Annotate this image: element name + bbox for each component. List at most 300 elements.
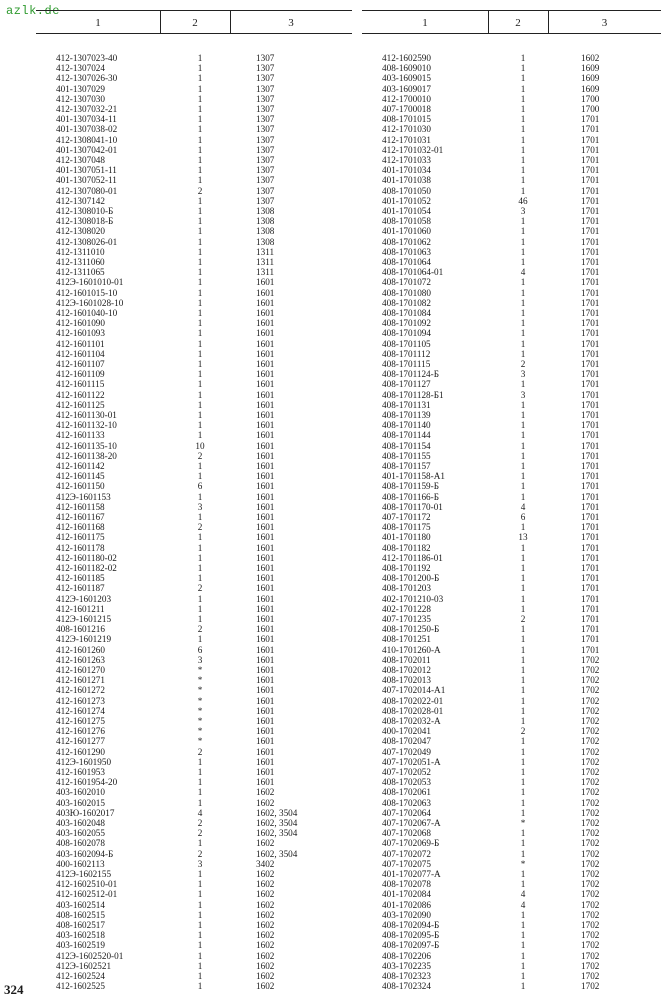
assembly-group-cell: 1602 [256,838,275,849]
assembly-group-cell: 1601 [256,491,275,502]
part-number-cell: 412-1700010 [382,93,431,104]
quantity-cell: 1 [520,430,526,441]
part-number-cell: 403-1602518 [56,930,105,941]
quantity-cell: 1 [197,53,203,63]
quantity-cell: 1 [520,807,526,818]
quantity-cell: * [197,695,203,706]
assembly-group-cell: 1702 [581,960,600,971]
part-number-cell: 412-1601277 [56,736,105,747]
part-number-cell: 412-1601125 [56,399,105,410]
assembly-group-cell: 1307 [256,195,275,206]
assembly-group-cell: 1702 [581,716,600,726]
assembly-group-cell: 1702 [581,909,600,920]
assembly-group-cell: 1601 [256,552,275,563]
quantity-cell: 1 [197,155,203,165]
quantity-cell: 1 [520,695,526,706]
assembly-group-cell: 1701 [581,206,600,216]
part-number-cell: 412-1601211 [56,603,105,614]
part-number-cell: 401-1701180 [382,532,431,543]
quantity-cell: 1 [520,930,526,941]
part-number-cell: 408-1701131 [382,399,431,410]
quantity-cell: 1 [520,165,526,176]
assembly-group-cell: 1702 [581,746,600,757]
assembly-group-cell: 1601 [256,430,275,441]
quantity-cell: 1 [520,491,526,502]
assembly-group-cell: 1701 [581,603,600,614]
assembly-group-cell: 1601 [256,654,275,665]
part-number-cell: 401-1701158-А1 [382,471,445,482]
part-number-cell: 407-1701235 [382,614,431,624]
part-number-cell: 412-1601150 [56,481,105,492]
part-number-cell: 401-1307038-02 [56,124,118,135]
quantity-cell: * [520,818,526,828]
quantity-cell: * [520,858,526,869]
assembly-group-cell: 1701 [581,389,600,400]
part-number-cell: 412-1601187 [56,583,105,594]
part-number-cell: 412-1601142 [56,461,105,471]
assembly-group-cell: 1701 [581,277,600,288]
assembly-group-cell: 1701 [581,267,600,278]
quantity-cell: 1 [520,981,526,992]
quantity-cell: 4 [520,501,526,512]
part-number-cell: 408-1601216 [56,624,105,635]
assembly-group-cell: 1307 [256,155,275,165]
part-number-cell: 408-1602078 [56,838,105,849]
assembly-group-cell: 1609 [581,63,600,74]
quantity-cell: 1 [197,206,203,216]
quantity-cell: 1 [197,971,203,981]
assembly-group-cell: 1700 [581,93,600,104]
assembly-group-cell: 1601 [256,583,275,594]
assembly-group-cell: 1702 [581,685,600,696]
part-number-cell: 412-1311060 [56,257,105,267]
part-number-cell: 412Э-1602520-01 [56,950,124,961]
quantity-cell: 1 [520,920,526,930]
quantity-cell: 1 [520,114,526,125]
quantity-cell: 2 [520,726,526,737]
part-number-cell: 412-1601101 [56,338,105,349]
part-number-cell: 412-1308010-Б [56,206,114,216]
assembly-group-cell: 1601 [256,593,275,604]
part-number-cell: 408-1701139 [382,410,431,420]
quantity-cell: 1 [197,246,203,257]
assembly-group-cell: 1701 [581,318,600,329]
quantity-cell: 1 [520,318,526,329]
quantity-cell: 1 [197,277,203,288]
quantity-cell: 1 [520,450,526,461]
part-number-cell: 412-1701186-01 [382,552,443,563]
part-number-cell: 412-1701031 [382,134,431,145]
part-number-cell: 408-1701175 [382,522,431,533]
quantity-cell: 1 [520,746,526,757]
assembly-group-cell: 1307 [256,104,275,114]
part-number-cell: 412-1601185 [56,573,105,584]
quantity-cell: 4 [520,899,526,910]
quantity-cell: 2 [197,818,203,828]
part-number-cell: 408-1701105 [382,338,431,349]
part-number-cell: 412-1307142 [56,195,105,206]
assembly-group-cell: 1701 [581,420,600,431]
assembly-group-cell: 1702 [581,736,600,747]
part-number-cell: 412Э-1601219 [56,634,112,645]
quantity-cell: 1 [520,665,526,675]
assembly-group-cell: 1702 [581,950,600,961]
quantity-cell: 1 [520,216,526,227]
part-number-cell: 408-1702095-Б [382,930,440,941]
part-number-cell: 412-1701032-01 [382,144,444,155]
quantity-cell: 1 [197,603,203,614]
quantity-cell: * [197,685,203,696]
part-number-cell: 408-1702022-01 [382,695,444,706]
part-number-cell: 402-1701228 [382,603,431,614]
assembly-group-cell: 1701 [581,583,600,594]
quantity-cell: 6 [520,512,526,522]
quantity-cell: 1 [520,277,526,288]
assembly-group-cell: 1701 [581,501,600,512]
assembly-group-cell: 1601 [256,318,275,329]
assembly-group-cell: 1602, 3504 [256,828,298,839]
assembly-group-cell: 1601 [256,369,275,380]
part-number-cell: 408-1701192 [382,563,431,573]
assembly-group-cell: 1701 [581,185,600,196]
quantity-cell: 1 [520,338,526,349]
quantity-cell: 1 [197,287,203,298]
quantity-cell: 2 [197,450,203,461]
part-number-cell: 412-1602590 [382,53,431,63]
quantity-cell: 1 [520,624,526,635]
quantity-cell: * [197,705,203,716]
part-number-cell: 412-1601104 [56,348,105,359]
quantity-cell: 3 [520,389,526,400]
assembly-group-cell: 1701 [581,359,600,369]
assembly-group-cell: 1307 [256,114,275,125]
assembly-group-cell: 1701 [581,195,600,206]
part-number-cell: 403-1602048 [56,818,105,828]
part-number-cell: 412-1601175 [56,532,105,543]
assembly-group-cell: 1701 [581,430,600,441]
assembly-group-cell: 1601 [256,348,275,359]
quantity-cell: 1 [197,226,203,237]
part-number-cell: 412-1308041-10 [56,134,118,145]
quantity-cell: 1 [197,73,203,84]
assembly-group-cell: 1702 [581,695,600,706]
quantity-cell: 1 [197,889,203,900]
quantity-cell: 1 [197,297,203,308]
part-number-cell: 412-1601015-10 [56,287,118,298]
quantity-cell: 1 [197,144,203,155]
part-number-cell: 408-1702206 [382,950,431,961]
assembly-group-cell: 1702 [581,675,600,686]
assembly-group-cell: 1308 [256,226,275,237]
quantity-cell: 1 [520,828,526,839]
assembly-group-cell: 1602 [256,889,275,900]
part-number-cell: 407-1702014-А1 [382,685,446,696]
quantity-cell: 1 [520,767,526,777]
part-number-cell: 412-1601107 [56,359,105,369]
assembly-group-cell: 1701 [581,226,600,237]
part-number-cell: 412-1601109 [56,369,105,380]
part-number-cell: 412-1308018-Б [56,216,114,227]
part-number-cell: 408-1702061 [382,787,431,798]
assembly-group-cell: 1602 [256,909,275,920]
assembly-group-cell: 1601 [256,379,275,390]
assembly-group-cell: 1702 [581,818,600,828]
quantity-cell: 2 [197,185,203,196]
assembly-group-cell: 1601 [256,716,275,726]
assembly-group-cell: 1602 [256,981,275,992]
part-number-cell: 412Э-1602521 [56,960,112,971]
quantity-cell: 1 [520,53,526,63]
part-number-cell: 412Э-1601028-10 [56,297,124,308]
part-number-cell: 412Э-1601203 [56,593,112,604]
left-header-col1: 1 [95,17,101,29]
quantity-cell: 1 [520,124,526,135]
quantity-cell: 1 [197,756,203,767]
quantity-cell: 1 [197,318,203,329]
part-number-cell: 408-1702063 [382,797,431,808]
assembly-group-cell: 1311 [256,246,275,257]
quantity-cell: 2 [520,359,526,369]
assembly-group-cell: 1601 [256,726,275,737]
left-header-col3: 3 [288,17,294,29]
quantity-cell: 1 [520,420,526,431]
assembly-group-cell: 1601 [256,359,275,369]
quantity-cell: 1 [197,257,203,267]
assembly-group-cell: 1701 [581,624,600,635]
assembly-group-cell: 1308 [256,206,275,216]
quantity-cell: 1 [197,491,203,502]
quantity-cell: 1 [520,328,526,339]
part-number-cell: 412Э-1601215 [56,614,112,624]
quantity-cell: 10 [195,440,205,451]
part-number-cell: 408-1701128-Б1 [382,389,444,400]
part-number-cell: 412-1701030 [382,124,431,135]
quantity-cell: 1 [520,869,526,879]
part-number-cell: 412-1701033 [382,155,431,165]
quantity-cell: 1 [197,869,203,879]
assembly-group-cell: 1601 [256,501,275,512]
quantity-cell: 1 [520,185,526,196]
part-number-cell: 412-1601180-02 [56,552,117,563]
assembly-group-cell: 1609 [581,83,600,94]
part-number-cell: 408-1701250-Б [382,624,440,635]
assembly-group-cell: 1702 [581,767,600,777]
assembly-group-cell: 1701 [581,644,600,655]
assembly-group-cell: 1702 [581,971,600,981]
assembly-group-cell: 1609 [581,73,600,84]
assembly-group-cell: 1307 [256,53,275,63]
assembly-group-cell: 1601 [256,573,275,584]
part-number-cell: 400-1602113 [56,858,105,869]
part-number-cell: 401-1701038 [382,175,431,186]
assembly-group-cell: 1602 [256,787,275,798]
assembly-group-cell: 1702 [581,981,600,992]
part-number-cell: 408-1702078 [382,879,431,890]
part-number-cell: 403-1609017 [382,83,431,94]
quantity-cell: 1 [197,471,203,482]
part-number-cell: 401-1307051-11 [56,165,117,176]
assembly-group-cell: 1311 [256,267,275,278]
quantity-cell: 3 [197,858,203,869]
assembly-group-cell: 1702 [581,787,600,798]
part-number-cell: 412-1601290 [56,746,105,757]
assembly-group-cell: 1701 [581,614,600,624]
quantity-cell: 3 [520,369,526,380]
quantity-cell: 1 [520,83,526,94]
part-number-cell: 408-1701155 [382,450,431,461]
quantity-cell: 2 [197,583,203,594]
assembly-group-cell: 1701 [581,593,600,604]
part-number-cell: 412-1601167 [56,512,105,522]
assembly-group-cell: 1602 [256,940,275,951]
assembly-group-cell: 1701 [581,175,600,186]
assembly-group-cell: 1307 [256,73,275,84]
assembly-group-cell: 1701 [581,369,600,380]
part-number-cell: 412-1601270 [56,665,105,675]
quantity-cell: 1 [520,675,526,686]
part-number-cell: 407-1702075 [382,858,431,869]
quantity-cell: 1 [520,134,526,145]
quantity-cell: * [197,716,203,726]
quantity-cell: 1 [520,756,526,767]
assembly-group-cell: 1307 [256,83,275,94]
assembly-group-cell: 3402 [256,858,275,869]
quantity-cell: 1 [520,379,526,390]
assembly-group-cell: 1702 [581,777,600,788]
part-number-cell: 412-1601263 [56,654,105,665]
assembly-group-cell: 1701 [581,155,600,165]
quantity-cell: 1 [520,654,526,665]
part-number-cell: 403-1602514 [56,899,105,910]
quantity-cell: 1 [197,512,203,522]
assembly-group-cell: 1701 [581,328,600,339]
quantity-cell: 1 [520,971,526,981]
quantity-cell: 3 [197,501,203,512]
part-number-cell: 408-1701015 [382,114,431,125]
part-number-cell: 408-1602515 [56,909,105,920]
quantity-cell: 46 [518,195,528,206]
quantity-cell: 1 [520,348,526,359]
assembly-group-cell: 1701 [581,236,600,247]
assembly-group-cell: 1702 [581,797,600,808]
part-number-cell: 401-1701054 [382,206,431,216]
assembly-group-cell: 1701 [581,379,600,390]
assembly-group-cell: 1701 [581,124,600,135]
part-number-cell: 408-1702097-Б [382,940,440,951]
watermark-text: azlk.de [6,4,60,18]
part-number-cell: 408-1701251 [382,634,431,645]
part-number-cell: 408-1701159-Б [382,481,439,492]
part-number-cell: 412-1601093 [56,328,105,339]
quantity-cell: 1 [197,634,203,645]
right-table-header [362,10,661,34]
part-number-cell: 408-1702323 [382,971,431,981]
assembly-group-cell: 1702 [581,858,600,869]
quantity-cell: 1 [520,777,526,788]
part-number-cell: 400-1702041 [382,726,431,737]
quantity-cell: 1 [197,165,203,176]
part-number-cell: 412-1307048 [56,155,105,165]
part-number-cell: 412-1601133 [56,430,105,441]
quantity-cell: 1 [197,981,203,992]
part-number-cell: 407-1702051-А [382,756,441,767]
quantity-cell: 1 [520,583,526,594]
part-number-cell: 412-1601182-02 [56,563,117,573]
assembly-group-cell: 1601 [256,420,275,431]
assembly-group-cell: 1307 [256,185,275,196]
quantity-cell: 1 [520,685,526,696]
quantity-cell: * [197,675,203,686]
quantity-cell: 2 [197,746,203,757]
assembly-group-cell: 1701 [581,634,600,645]
assembly-group-cell: 1702 [581,838,600,849]
quantity-cell: 1 [520,736,526,747]
assembly-group-cell: 1701 [581,512,600,522]
assembly-group-cell: 1601 [256,644,275,655]
part-number-cell: 401-1307042-01 [56,144,118,155]
part-number-cell: 408-1602517 [56,920,105,930]
part-number-cell: 412-1311010 [56,246,105,257]
assembly-group-cell: 1308 [256,216,275,227]
quantity-cell: 1 [197,399,203,410]
assembly-group-cell: 1701 [581,471,600,482]
part-number-cell: 412-1601168 [56,522,105,533]
quantity-cell: 2 [520,614,526,624]
quantity-cell: 2 [197,624,203,635]
quantity-cell: 1 [197,767,203,777]
assembly-group-cell: 1701 [581,440,600,451]
assembly-group-cell: 1602 [256,960,275,971]
assembly-group-cell: 1307 [256,175,275,186]
quantity-cell: 1 [520,563,526,573]
assembly-group-cell: 1701 [581,134,600,145]
right-header-col3: 3 [601,17,608,29]
quantity-cell: 2 [197,848,203,859]
quantity-cell: 1 [197,175,203,186]
assembly-group-cell: 1601 [256,603,275,614]
assembly-group-cell: 1601 [256,338,275,349]
quantity-cell: 1 [520,155,526,165]
quantity-cell: 1 [520,246,526,257]
quantity-cell: 1 [197,93,203,104]
quantity-cell: 1 [197,920,203,930]
quantity-cell: 1 [520,879,526,890]
quantity-cell: 3 [520,206,526,216]
assembly-group-cell: 1601 [256,705,275,716]
part-number-cell: 403-1702235 [382,960,431,971]
quantity-cell: 1 [197,216,203,227]
assembly-group-cell: 1701 [581,308,600,318]
quantity-cell: 1 [197,797,203,808]
assembly-group-cell: 1702 [581,920,600,930]
assembly-group-cell: 1601 [256,665,275,675]
right-header-col2: 2 [515,17,521,29]
quantity-cell: 1 [197,104,203,114]
part-number-cell: 408-1701154 [382,440,431,451]
assembly-group-cell: 1602 [256,869,275,879]
assembly-group-cell: 1601 [256,297,275,308]
left-table-header [36,10,352,34]
assembly-group-cell: 1602 [581,53,600,63]
assembly-group-cell: 1701 [581,552,600,563]
part-number-cell: 412-1601130-01 [56,410,117,420]
assembly-group-cell: 1307 [256,93,275,104]
part-number-cell: 408-1702032-А [382,716,441,726]
quantity-cell: 1 [520,960,526,971]
assembly-group-cell: 1601 [256,695,275,706]
quantity-cell: 1 [520,716,526,726]
part-number-cell: 412-1602510-01 [56,879,118,890]
